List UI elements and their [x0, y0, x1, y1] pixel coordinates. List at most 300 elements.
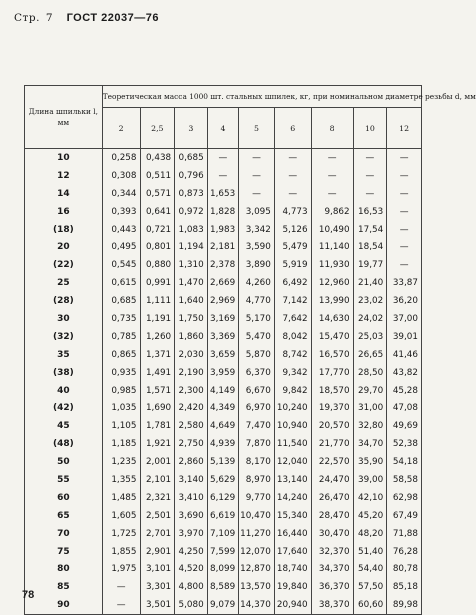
mass-cell: 29,70 — [353, 382, 387, 400]
mass-cell: 7,599 — [207, 543, 239, 561]
mass-cell: 54,40 — [353, 560, 387, 578]
mass-cell: 11,140 — [311, 238, 353, 256]
mass-cell: 9,842 — [274, 382, 311, 400]
mass-cell: 14,630 — [311, 310, 353, 328]
mass-cell: 16,440 — [274, 525, 311, 543]
diameter-header: 2,5 — [140, 108, 175, 149]
mass-cell: 0,865 — [102, 346, 140, 364]
mass-cell: 28,50 — [353, 364, 387, 382]
table-row — [25, 310, 422, 328]
mass-cell: 1,640 — [175, 292, 208, 310]
mass-cell: 2,190 — [175, 364, 208, 382]
mass-cell: 5,479 — [274, 238, 311, 256]
table-row — [25, 578, 422, 596]
mass-cell: — — [387, 185, 422, 203]
mass-cell: 4,773 — [274, 203, 311, 221]
mass-cell: 18,570 — [311, 382, 353, 400]
mass-cell: 2,420 — [175, 399, 208, 417]
mass-cell: — — [353, 149, 387, 167]
mass-cell: 10,240 — [274, 399, 311, 417]
mass-cell: 3,369 — [207, 328, 239, 346]
mass-cell: 4,260 — [239, 274, 275, 292]
mass-cell: 3,690 — [175, 507, 208, 525]
mass-cell: 2,501 — [140, 507, 175, 525]
mass-cell: 3,101 — [140, 560, 175, 578]
mass-cell: 8,170 — [239, 453, 275, 471]
mass-cell: 1,310 — [175, 256, 208, 274]
mass-cell: — — [102, 596, 140, 614]
mass-cell: 62,98 — [387, 489, 422, 507]
mass-cell: 37,00 — [387, 310, 422, 328]
mass-cell: 1,921 — [140, 435, 175, 453]
length-cell: 12 — [25, 167, 103, 185]
mass-cell: 47,08 — [387, 399, 422, 417]
diameter-header: 5 — [239, 108, 275, 149]
mass-cell: 8,970 — [239, 471, 275, 489]
mass-cell: 2,181 — [207, 238, 239, 256]
length-cell: 35 — [25, 346, 103, 364]
mass-cell: — — [274, 185, 311, 203]
table-row — [25, 489, 422, 507]
mass-cell: 25,03 — [353, 328, 387, 346]
mass-cell: 11,270 — [239, 525, 275, 543]
length-cell: (32) — [25, 328, 103, 346]
mass-cell: 36,370 — [311, 578, 353, 596]
length-cell: 45 — [25, 417, 103, 435]
mass-cell: 7,642 — [274, 310, 311, 328]
mass-cell: 7,470 — [239, 417, 275, 435]
length-column-header: Длина шпильки l, мм — [25, 86, 103, 149]
mass-cell: 20,940 — [274, 596, 311, 614]
mass-cell: 76,28 — [387, 543, 422, 561]
mass-cell: 5,470 — [239, 328, 275, 346]
mass-cell: 4,939 — [207, 435, 239, 453]
mass-cell: 4,649 — [207, 417, 239, 435]
mass-cell: 3,970 — [175, 525, 208, 543]
mass-cell: 16,570 — [311, 346, 353, 364]
mass-cell: 12,960 — [311, 274, 353, 292]
mass-cell: 26,65 — [353, 346, 387, 364]
mass-cell: 1,371 — [140, 346, 175, 364]
mass-cell: 1,194 — [175, 238, 208, 256]
mass-cell: 19,370 — [311, 399, 353, 417]
mass-cell: 32,370 — [311, 543, 353, 561]
mass-cell: 3,501 — [140, 596, 175, 614]
mass-cell: 8,042 — [274, 328, 311, 346]
table-row — [25, 435, 422, 453]
mass-cell: 2,580 — [175, 417, 208, 435]
mass-cell: — — [311, 167, 353, 185]
mass-cell: 2,701 — [140, 525, 175, 543]
mass-cell: 8,742 — [274, 346, 311, 364]
mass-cell: 9,342 — [274, 364, 311, 382]
table-row — [25, 346, 422, 364]
table-row — [25, 417, 422, 435]
table-row — [25, 185, 422, 203]
length-cell: 50 — [25, 453, 103, 471]
mass-cell: 18,740 — [274, 560, 311, 578]
mass-cell: 0,721 — [140, 221, 175, 239]
mass-cell: 0,735 — [102, 310, 140, 328]
mass-cell: 1,983 — [207, 221, 239, 239]
mass-cell: 15,340 — [274, 507, 311, 525]
mass-cell: 3,410 — [175, 489, 208, 507]
mass-cell: 12,040 — [274, 453, 311, 471]
mass-cell: 19,77 — [353, 256, 387, 274]
mass-cell: 9,770 — [239, 489, 275, 507]
mass-cell: 11,930 — [311, 256, 353, 274]
mass-cell: 1,355 — [102, 471, 140, 489]
mass-cell: 45,28 — [387, 382, 422, 400]
mass-cell: 20,570 — [311, 417, 353, 435]
length-cell: 90 — [25, 596, 103, 614]
table-row — [25, 167, 422, 185]
mass-group-header: Теоретическая масса 1000 шт. стальных шпилек, кг, при номинальном диаметре резьбы d, мм — [102, 86, 421, 108]
mass-cell: 85,18 — [387, 578, 422, 596]
mass-cell: 42,10 — [353, 489, 387, 507]
mass-cell: 7,109 — [207, 525, 239, 543]
mass-cell: 39,00 — [353, 471, 387, 489]
mass-cell: — — [207, 167, 239, 185]
mass-cell: 1,653 — [207, 185, 239, 203]
mass-cell: 0,393 — [102, 203, 140, 221]
mass-cell: 0,801 — [140, 238, 175, 256]
mass-cell: 1,690 — [140, 399, 175, 417]
mass-cell: 0,985 — [102, 382, 140, 400]
mass-cell: 2,901 — [140, 543, 175, 561]
mass-cell: 8,099 — [207, 560, 239, 578]
table-row — [25, 238, 422, 256]
mass-cell: 0,991 — [140, 274, 175, 292]
mass-cell: 5,870 — [239, 346, 275, 364]
mass-cell: 13,570 — [239, 578, 275, 596]
mass-cell: 18,54 — [353, 238, 387, 256]
mass-cell: 6,492 — [274, 274, 311, 292]
mass-cell: 6,970 — [239, 399, 275, 417]
length-cell: 85 — [25, 578, 103, 596]
length-cell: (48) — [25, 435, 103, 453]
mass-cell: 13,990 — [311, 292, 353, 310]
length-cell: 75 — [25, 543, 103, 561]
mass-cell: 1,260 — [140, 328, 175, 346]
table-row — [25, 256, 422, 274]
mass-cell: 1,083 — [175, 221, 208, 239]
mass-cell: — — [311, 185, 353, 203]
mass-cell: 0,443 — [102, 221, 140, 239]
length-cell: 70 — [25, 525, 103, 543]
mass-cell: 49,69 — [387, 417, 422, 435]
mass-cell: 1,470 — [175, 274, 208, 292]
length-cell: (42) — [25, 399, 103, 417]
mass-cell: 8,589 — [207, 578, 239, 596]
mass-cell: 33,87 — [387, 274, 422, 292]
mass-cell: 0,545 — [102, 256, 140, 274]
length-cell: 65 — [25, 507, 103, 525]
mass-cell: 1,828 — [207, 203, 239, 221]
mass-cell: 5,080 — [175, 596, 208, 614]
mass-cell: 6,670 — [239, 382, 275, 400]
length-cell: 25 — [25, 274, 103, 292]
mass-cell: 0,935 — [102, 364, 140, 382]
mass-cell: 0,796 — [175, 167, 208, 185]
mass-cell: 13,140 — [274, 471, 311, 489]
mass-cell: 0,641 — [140, 203, 175, 221]
diameter-header: 4 — [207, 108, 239, 149]
mass-cell: — — [353, 167, 387, 185]
mass-cell: — — [239, 185, 275, 203]
mass-cell: 10,490 — [311, 221, 353, 239]
mass-cell: 0,511 — [140, 167, 175, 185]
mass-cell: 3,959 — [207, 364, 239, 382]
mass-cell: — — [387, 221, 422, 239]
diameter-header: 2 — [102, 108, 140, 149]
mass-cell: 7,142 — [274, 292, 311, 310]
table-row — [25, 525, 422, 543]
mass-cell: 24,02 — [353, 310, 387, 328]
table-row — [25, 507, 422, 525]
table-row — [25, 203, 422, 221]
standard-designation: ГОСТ 22037—76 — [66, 12, 160, 24]
table-row — [25, 560, 422, 578]
mass-cell: 1,235 — [102, 453, 140, 471]
length-cell: 40 — [25, 382, 103, 400]
mass-cell: 1,485 — [102, 489, 140, 507]
mass-cell: — — [274, 149, 311, 167]
mass-cell: 2,969 — [207, 292, 239, 310]
mass-cell: 43,82 — [387, 364, 422, 382]
length-cell: 14 — [25, 185, 103, 203]
mass-cell: 1,860 — [175, 328, 208, 346]
mass-cell: 5,139 — [207, 453, 239, 471]
mass-cell: 60,60 — [353, 596, 387, 614]
table-row — [25, 274, 422, 292]
mass-cell: 1,781 — [140, 417, 175, 435]
diameter-header: 12 — [387, 108, 422, 149]
mass-cell: 12,870 — [239, 560, 275, 578]
mass-cell: 4,770 — [239, 292, 275, 310]
length-cell: 10 — [25, 149, 103, 167]
mass-cell: 1,491 — [140, 364, 175, 382]
mass-cell: 1,975 — [102, 560, 140, 578]
mass-cell: 4,800 — [175, 578, 208, 596]
mass-cell: 1,725 — [102, 525, 140, 543]
mass-cell: 54,18 — [387, 453, 422, 471]
mass-cell: 21,40 — [353, 274, 387, 292]
mass-cell: 14,240 — [274, 489, 311, 507]
mass-cell: 89,98 — [387, 596, 422, 614]
mass-cell: 4,250 — [175, 543, 208, 561]
mass-cell: 4,349 — [207, 399, 239, 417]
mass-cell: 6,619 — [207, 507, 239, 525]
mass-cell: 35,90 — [353, 453, 387, 471]
mass-cell: 7,870 — [239, 435, 275, 453]
mass-cell: 30,470 — [311, 525, 353, 543]
mass-cell: 12,070 — [239, 543, 275, 561]
mass-cell: — — [239, 167, 275, 185]
mass-cell: 1,185 — [102, 435, 140, 453]
mass-cell: 2,101 — [140, 471, 175, 489]
mass-cell: 3,590 — [239, 238, 275, 256]
mass-cell: — — [239, 149, 275, 167]
mass-cell: 45,20 — [353, 507, 387, 525]
table-row — [25, 292, 422, 310]
table-row — [25, 471, 422, 489]
mass-cell: 14,370 — [239, 596, 275, 614]
mass-cell: 41,46 — [387, 346, 422, 364]
diameter-header: 6 — [274, 108, 311, 149]
mass-cell: 10,940 — [274, 417, 311, 435]
mass-cell: 0,495 — [102, 238, 140, 256]
mass-cell: 2,378 — [207, 256, 239, 274]
mass-cell: 3,140 — [175, 471, 208, 489]
mass-cell: 21,770 — [311, 435, 353, 453]
mass-cell: 34,70 — [353, 435, 387, 453]
mass-cell: 6,129 — [207, 489, 239, 507]
mass-cell: 39,01 — [387, 328, 422, 346]
mass-cell: 3,659 — [207, 346, 239, 364]
mass-cell: — — [311, 149, 353, 167]
table-row — [25, 543, 422, 561]
table-row — [25, 364, 422, 382]
mass-cell: 0,972 — [175, 203, 208, 221]
mass-cell: — — [387, 256, 422, 274]
mass-cell: 1,191 — [140, 310, 175, 328]
mass-cell: 5,126 — [274, 221, 311, 239]
length-cell: 80 — [25, 560, 103, 578]
mass-cell: 5,919 — [274, 256, 311, 274]
mass-cell: 1,750 — [175, 310, 208, 328]
mass-cell: 0,308 — [102, 167, 140, 185]
page-number: 7 — [45, 12, 53, 24]
mass-cell: 1,111 — [140, 292, 175, 310]
mass-cell: 22,570 — [311, 453, 353, 471]
page-header — [14, 12, 159, 24]
mass-cell: 0,344 — [102, 185, 140, 203]
mass-cell: — — [387, 149, 422, 167]
length-cell: 55 — [25, 471, 103, 489]
mass-cell: 0,615 — [102, 274, 140, 292]
mass-cell: 2,001 — [140, 453, 175, 471]
mass-cell: 9,079 — [207, 596, 239, 614]
length-cell: (28) — [25, 292, 103, 310]
mass-cell: 3,890 — [239, 256, 275, 274]
length-cell: 20 — [25, 238, 103, 256]
mass-cell: 9,862 — [311, 203, 353, 221]
mass-cell: 71,88 — [387, 525, 422, 543]
table-row — [25, 596, 422, 614]
mass-cell: 0,438 — [140, 149, 175, 167]
mass-cell: — — [102, 578, 140, 596]
mass-cell: 26,470 — [311, 489, 353, 507]
length-cell: 16 — [25, 203, 103, 221]
length-cell: (38) — [25, 364, 103, 382]
mass-cell: 0,685 — [102, 292, 140, 310]
table-row — [25, 399, 422, 417]
mass-cell: 2,300 — [175, 382, 208, 400]
mass-cell: 10,470 — [239, 507, 275, 525]
mass-cell: 2,321 — [140, 489, 175, 507]
table-row — [25, 453, 422, 471]
mass-cell: 80,78 — [387, 560, 422, 578]
table-row — [25, 149, 422, 167]
length-cell: (18) — [25, 221, 103, 239]
mass-cell: 4,149 — [207, 382, 239, 400]
mass-cell: — — [207, 149, 239, 167]
mass-cell: 1,855 — [102, 543, 140, 561]
mass-cell: 11,540 — [274, 435, 311, 453]
mass-cell: 1,105 — [102, 417, 140, 435]
mass-cell: 32,80 — [353, 417, 387, 435]
mass-cell: 38,370 — [311, 596, 353, 614]
diameter-header: 8 — [311, 108, 353, 149]
mass-cell: — — [387, 167, 422, 185]
mass-cell: 2,860 — [175, 453, 208, 471]
mass-cell: 28,470 — [311, 507, 353, 525]
mass-cell: 17,640 — [274, 543, 311, 561]
diameter-header: 3 — [175, 108, 208, 149]
mass-cell: 0,685 — [175, 149, 208, 167]
table-row — [25, 221, 422, 239]
length-cell: (22) — [25, 256, 103, 274]
mass-cell: 67,49 — [387, 507, 422, 525]
page-label: Стр. — [14, 12, 40, 24]
mass-cell: 3,301 — [140, 578, 175, 596]
mass-cell: 23,02 — [353, 292, 387, 310]
mass-cell: — — [387, 238, 422, 256]
mass-cell: — — [274, 167, 311, 185]
mass-cell: 1,571 — [140, 382, 175, 400]
mass-cell: — — [387, 203, 422, 221]
mass-cell: 0,873 — [175, 185, 208, 203]
footer-page-number: 78 — [22, 589, 35, 601]
mass-cell: 1,605 — [102, 507, 140, 525]
mass-cell: 17,770 — [311, 364, 353, 382]
mass-cell: 57,50 — [353, 578, 387, 596]
mass-cell: 24,470 — [311, 471, 353, 489]
mass-cell: 3,169 — [207, 310, 239, 328]
mass-cell: — — [353, 185, 387, 203]
length-cell: 30 — [25, 310, 103, 328]
diameter-header: 10 — [353, 108, 387, 149]
mass-cell: 2,750 — [175, 435, 208, 453]
mass-cell: 15,470 — [311, 328, 353, 346]
mass-cell: 31,00 — [353, 399, 387, 417]
mass-cell: 17,54 — [353, 221, 387, 239]
mass-cell: 0,785 — [102, 328, 140, 346]
length-cell: 60 — [25, 489, 103, 507]
mass-cell: 36,20 — [387, 292, 422, 310]
mass-cell: 16,53 — [353, 203, 387, 221]
mass-cell: 3,342 — [239, 221, 275, 239]
mass-cell: 34,370 — [311, 560, 353, 578]
table-row — [25, 382, 422, 400]
table-row — [25, 328, 422, 346]
mass-cell: 58,58 — [387, 471, 422, 489]
mass-cell: 6,370 — [239, 364, 275, 382]
mass-cell: 3,095 — [239, 203, 275, 221]
mass-cell: 2,669 — [207, 274, 239, 292]
mass-cell: 2,030 — [175, 346, 208, 364]
mass-cell: 5,170 — [239, 310, 275, 328]
mass-cell: 0,571 — [140, 185, 175, 203]
mass-cell: 52,38 — [387, 435, 422, 453]
mass-cell: 1,035 — [102, 399, 140, 417]
table-body — [25, 149, 422, 615]
mass-cell: 48,20 — [353, 525, 387, 543]
mass-cell: 4,520 — [175, 560, 208, 578]
mass-cell: 0,880 — [140, 256, 175, 274]
mass-cell: 5,629 — [207, 471, 239, 489]
